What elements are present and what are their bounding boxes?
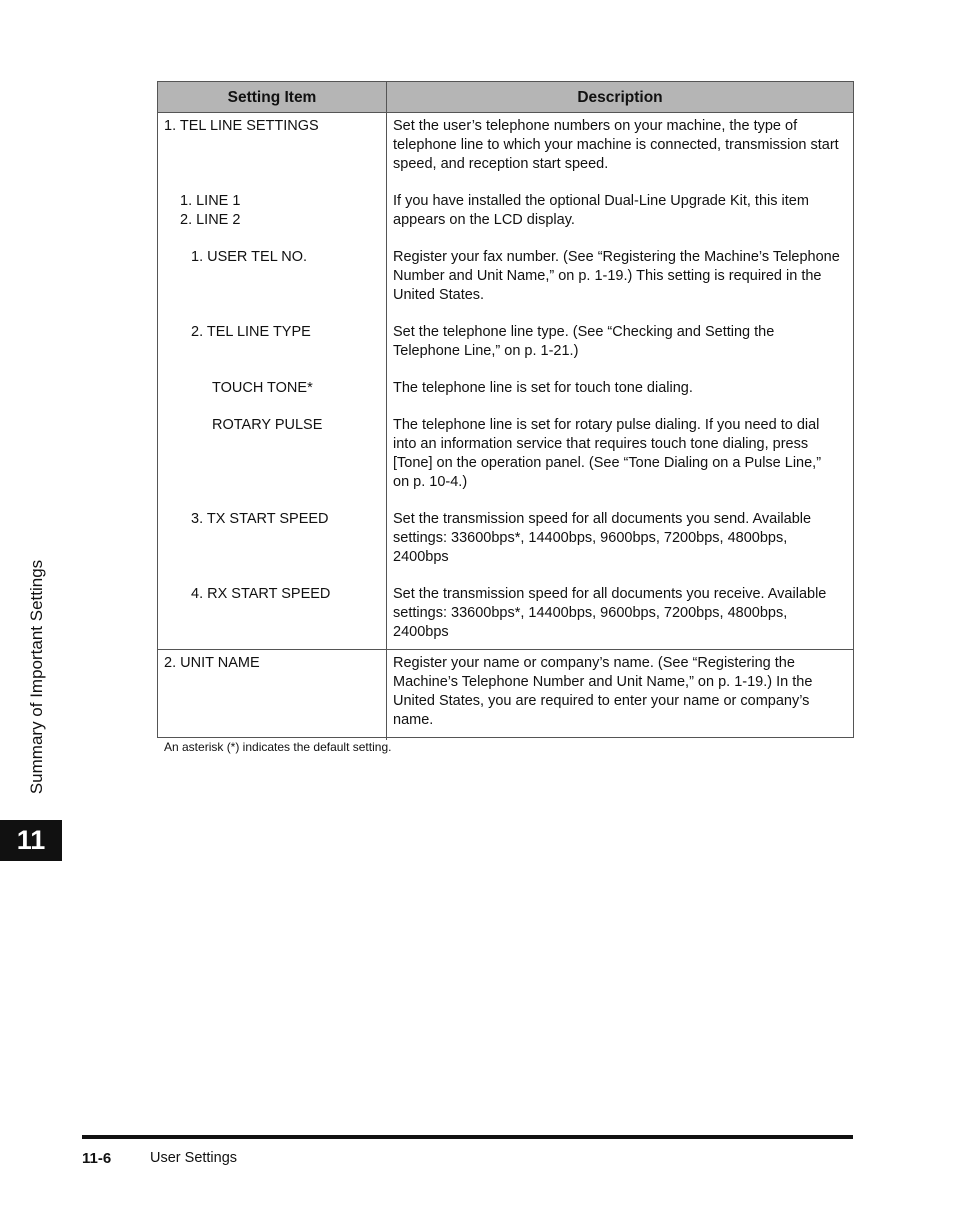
setting-item-list bbox=[158, 192, 387, 230]
setting-description: Set the transmission speed for all documents you send. Available settings: 33600bps*, 14400bps, 9600bps, 7200bps, 4800bps, 2400bps bbox=[393, 511, 812, 565]
setting-item: 1. USER TEL NO. bbox=[191, 249, 308, 265]
header-setting-item: Setting Item bbox=[158, 82, 387, 113]
footer-section-name: User Settings bbox=[150, 1150, 238, 1166]
table-cell-group bbox=[158, 113, 854, 650]
settings-table bbox=[157, 81, 854, 738]
setting-description: Register your fax number. (See “Registering the Machine’s Telephone Number and Unit Name,” on p. 1-19.) This setting is required in the United States. bbox=[393, 249, 840, 303]
setting-item: 2. UNIT NAME bbox=[164, 655, 260, 671]
setting-description: Set the transmission speed for all documents you receive. Available settings: 33600bps*, 14400bps, 9600bps, 7200bps, 4800bps, 2400bps bbox=[393, 586, 827, 640]
setting-description: The telephone line is set for touch tone dialing. bbox=[393, 380, 693, 396]
chapter-title: Summary of Important Settings bbox=[27, 559, 46, 795]
setting-item: 3. TX START SPEED bbox=[191, 511, 329, 527]
table-entry bbox=[158, 585, 853, 642]
setting-description: The telephone line is set for rotary pulse dialing. If you need to dial into an information service that requires touch tone dialing, press [Tone] on the operation panel. (See “Tone Dialing on a Pulse Line,” on p. 10-4.) bbox=[393, 417, 822, 490]
setting-description: Register your name or company’s name. (See “Registering the Machine’s Telephone Number and Unit Name,” on p. 1-19.) In the United States, you are required to enter your name or company’s name. bbox=[393, 655, 813, 728]
chapter-tab bbox=[0, 820, 62, 861]
footer-rule bbox=[82, 1135, 853, 1139]
page-number: 11-6 bbox=[82, 1150, 112, 1167]
table-entry bbox=[158, 654, 853, 730]
chapter-number: 11 bbox=[16, 825, 46, 855]
setting-item: 2. TEL LINE TYPE bbox=[191, 324, 311, 340]
setting-item: TOUCH TONE* bbox=[212, 380, 313, 396]
table-row-unit-name bbox=[158, 650, 854, 738]
setting-description: If you have installed the optional Dual-Line Upgrade Kit, this item appears on the LCD display. bbox=[393, 193, 809, 228]
table-entry bbox=[158, 379, 853, 398]
setting-item: 2. LINE 2 bbox=[180, 212, 241, 228]
table-header-row bbox=[158, 82, 854, 113]
setting-item: 4. RX START SPEED bbox=[191, 586, 331, 602]
header-description: Description bbox=[387, 82, 854, 113]
table-entry bbox=[158, 248, 853, 305]
table-cell-group bbox=[158, 650, 854, 738]
table-entry bbox=[158, 117, 853, 174]
setting-item: 1. LINE 1 bbox=[180, 193, 241, 209]
table-entry bbox=[158, 192, 853, 230]
setting-item: 1. TEL LINE SETTINGS bbox=[164, 118, 319, 134]
setting-description: Set the telephone line type. (See “Checking and Setting the Telephone Line,” on p. 1-21.) bbox=[393, 324, 775, 359]
table-row-tel-line-settings bbox=[158, 113, 854, 650]
setting-description: Set the user’s telephone numbers on your machine, the type of telephone line to which your machine is connected, transmission start speed, and reception start speed. bbox=[393, 118, 839, 172]
table-entry bbox=[158, 323, 853, 361]
table-entry bbox=[158, 416, 853, 492]
table-footnote: An asterisk (*) indicates the default setting. bbox=[164, 740, 392, 754]
setting-item: ROTARY PULSE bbox=[212, 417, 323, 433]
table-entry bbox=[158, 510, 853, 567]
column-divider bbox=[386, 81, 387, 740]
